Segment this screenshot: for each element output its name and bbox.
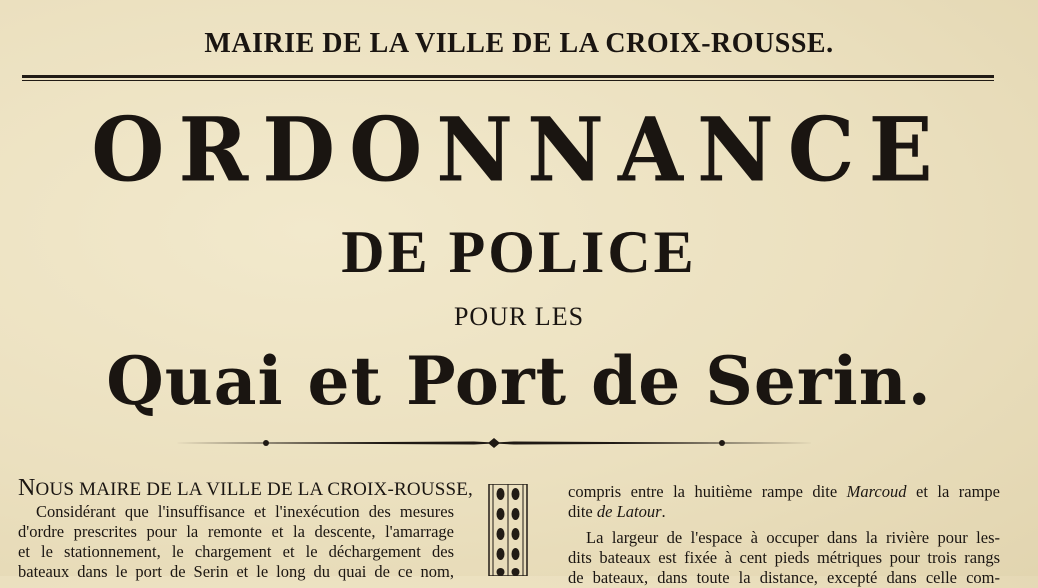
right-text-column — [568, 482, 1000, 588]
right-text-line: compris entre la huitième rampe dite Marcoud et la rampe — [568, 482, 1000, 501]
left-text-line: d'ordre prescrites pour la remonte et la descente, l'amarrage — [18, 522, 454, 541]
pour-les-line: POUR LES — [453, 302, 585, 331]
left-text-column — [18, 475, 474, 582]
right-text-line: de bateaux, dans toute la distance, excepté dans celle com- — [568, 568, 1000, 587]
municipality-heading: MAIRIE DE LA VILLE DE LA CROIX-ROUSSE. — [204, 28, 834, 59]
left-column-heading: NOUS MAIRE DE LA VILLE DE LA CROIX-ROUSSE, — [18, 475, 474, 501]
quai-port-serin-title: Quai et Port de Serin. — [106, 342, 932, 420]
left-text-line: et le stationnement, le chargement et le déchargement des — [18, 542, 454, 561]
ornamental-rule-divider — [174, 435, 814, 451]
left-text-line: bateaux dans le port de Serin et le long du quai de ce nom, — [18, 562, 454, 581]
right-text-line: La largeur de l'espace à occuper dans la rivière pour les- — [586, 528, 1000, 547]
right-text-line: dite de Latour. — [568, 502, 666, 521]
ornamental-column-separator — [487, 484, 529, 576]
double-rule-divider — [22, 75, 994, 81]
de-police-subtitle: DE POLICE — [341, 219, 697, 285]
ordonnance-title: ORDONNANCE — [91, 97, 947, 202]
left-text-line: Considérant que l'insuffisance et l'inexécution des mesures — [36, 502, 454, 521]
right-text-line: dits bateaux est fixée à cent pieds métriques pour trois rangs — [568, 548, 1000, 567]
